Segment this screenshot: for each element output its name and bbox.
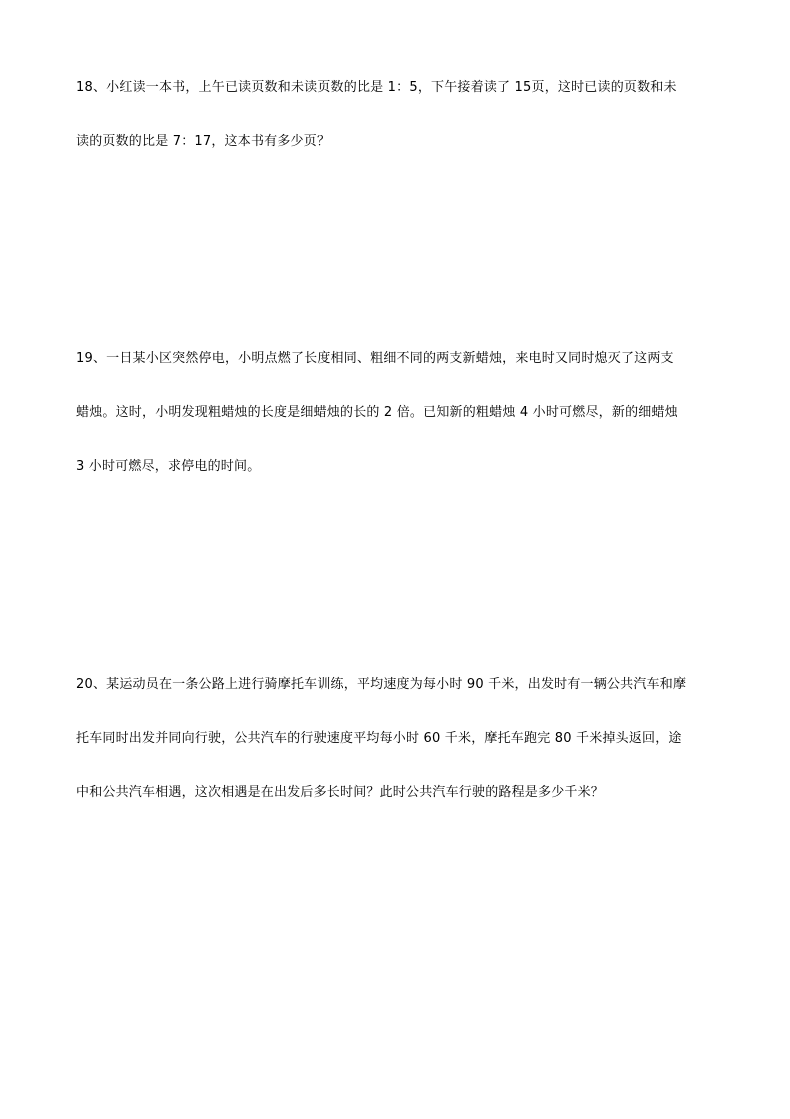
problem-18-line-2: 读的页数的比是 7：17，这本书有多少页？ bbox=[76, 134, 331, 149]
problem-19-line-2: 蜡烛。这时，小明发现粗蜡烛的长度是细蜡烛的长的 2 倍。已知新的粗蜡烛 4 小时可燃尽，新的细蜡烛 bbox=[76, 405, 678, 420]
problem-19 bbox=[76, 345, 726, 480]
problem-20-line-2: 托车同时出发并同向行驶，公共汽车的行驶速度平均每小时 60 千米，摩托车跑完 80 千米掉头返回，途 bbox=[76, 731, 682, 746]
problem-19-line-1: 19、一日某小区突然停电，小明点燃了长度相同、粗细不同的两支新蜡烛，来电时又同时熄灭了这两支 bbox=[76, 351, 674, 366]
problem-20 bbox=[76, 671, 726, 806]
problem-18 bbox=[76, 74, 726, 155]
problem-20-line-1: 20、某运动员在一条公路上进行骑摩托车训练，平均速度为每小时 90 千米，出发时有一辆公共汽车和摩 bbox=[76, 677, 687, 692]
problem-18-line-1: 18、小红读一本书，上午已读页数和未读页数的比是 1：5，下午接着读了 15页，这时已读的页数和未 bbox=[76, 80, 677, 95]
problem-19-line-3: 3 小时可燃尽，求停电的时间。 bbox=[76, 459, 261, 474]
problem-20-line-3: 中和公共汽车相遇，这次相遇是在出发后多长时间？此时公共汽车行驶的路程是多少千米？ bbox=[76, 785, 605, 800]
